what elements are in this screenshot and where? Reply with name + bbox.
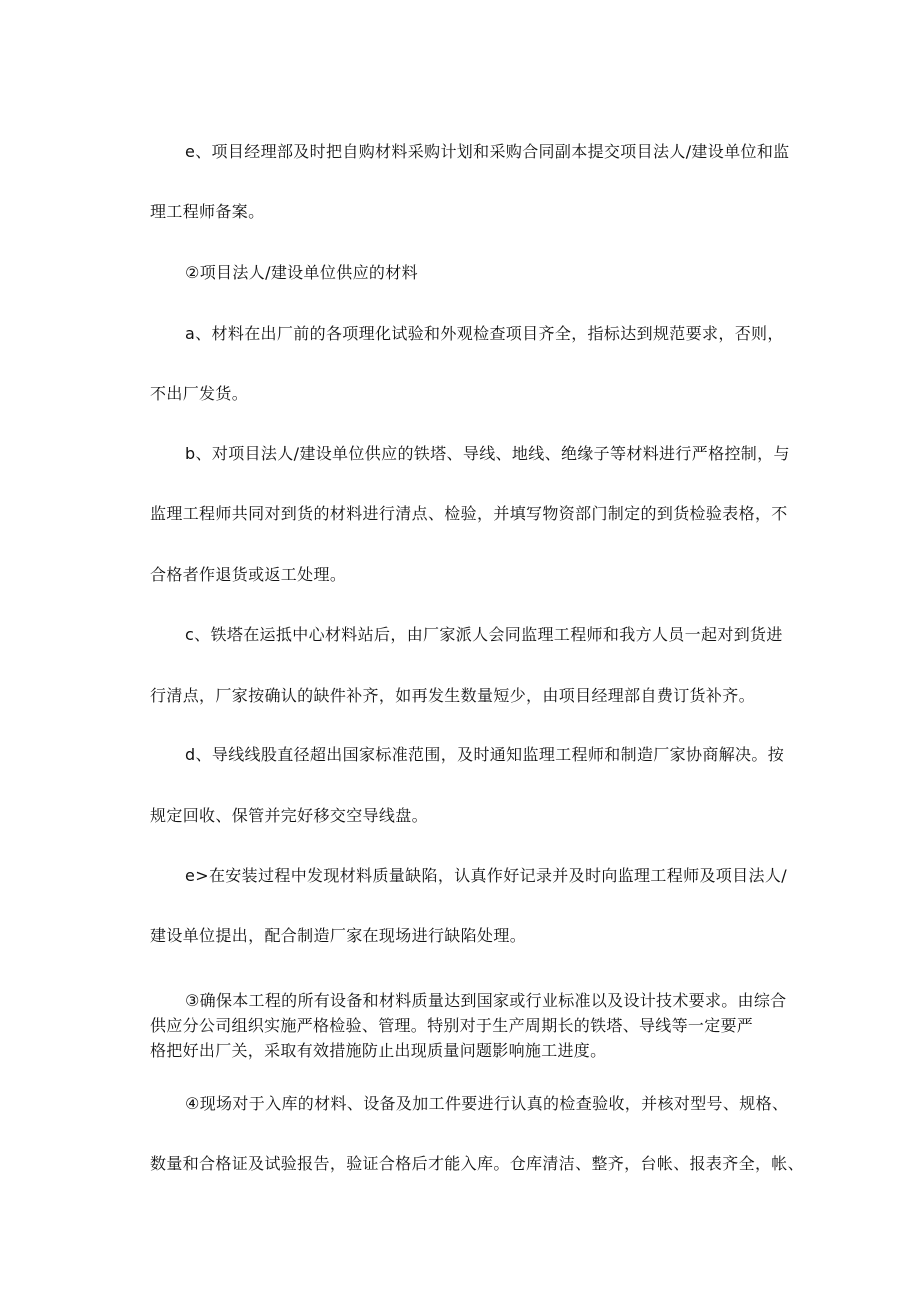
text-line: ③确保本工程的所有设备和材料质量达到国家或行业标准以及设计技术要求。由综合: [185, 991, 787, 1010]
text-line: e>在安装过程中发现材料质量缺陷，认真作好记录并及时向监理工程师及项目法人/: [185, 866, 787, 885]
text-line: 监理工程师共同对到货的材料进行清点、检验，并填写物资部门制定的到货检验表格，不: [150, 504, 788, 523]
section-heading: ②项目法人/建设单位供应的材料: [185, 263, 418, 282]
text-line: 规定回收、保管并完好移交空导线盘。: [150, 806, 428, 825]
text-line: a、材料在出厂前的各项理化试验和外观检查项目齐全，指标达到规范要求，否则，: [185, 324, 784, 343]
text-line: ④现场对于入库的材料、设备及加工件要进行认真的检查验收，并核对型号、规格、: [185, 1094, 789, 1113]
text-line: c、铁塔在运抵中心材料站后，由厂家派人会同监理工程师和我方人员一起对到货进: [185, 625, 783, 644]
text-line: 格把好出厂关，采取有效措施防止出现质量问题影响施工进度。: [150, 1041, 607, 1060]
text-line: 不出厂发货。: [150, 384, 249, 403]
text-line: 数量和合格证及试验报告，验证合格后才能入库。仓库清洁、整齐，台帐、报表齐全，帐、: [150, 1154, 805, 1173]
text-line: 行清点，厂家按确认的缺件补齐，如再发生数量短少，由项目经理部自费订货补齐。: [150, 686, 755, 705]
text-line: e、项目经理部及时把自购材料采购计划和采购合同副本提交项目法人/建设单位和监: [185, 142, 790, 161]
text-line: 理工程师备案。: [150, 202, 265, 221]
text-line: 供应分公司组织实施严格检验、管理。特别对于生产周期长的铁塔、导线等一定要严: [150, 1016, 754, 1035]
text-line: d、导线线股直径超出国家标准范围，及时通知监理工程师和制造厂家协商解决。按: [185, 745, 785, 764]
text-line: b、对项目法人/建设单位供应的铁塔、导线、地线、绝缘子等材料进行严格控制，与: [185, 444, 790, 463]
text-line: 合格者作退货或返工处理。: [150, 565, 347, 584]
text-line: 建设单位提出，配合制造厂家在现场进行缺陷处理。: [150, 926, 527, 945]
